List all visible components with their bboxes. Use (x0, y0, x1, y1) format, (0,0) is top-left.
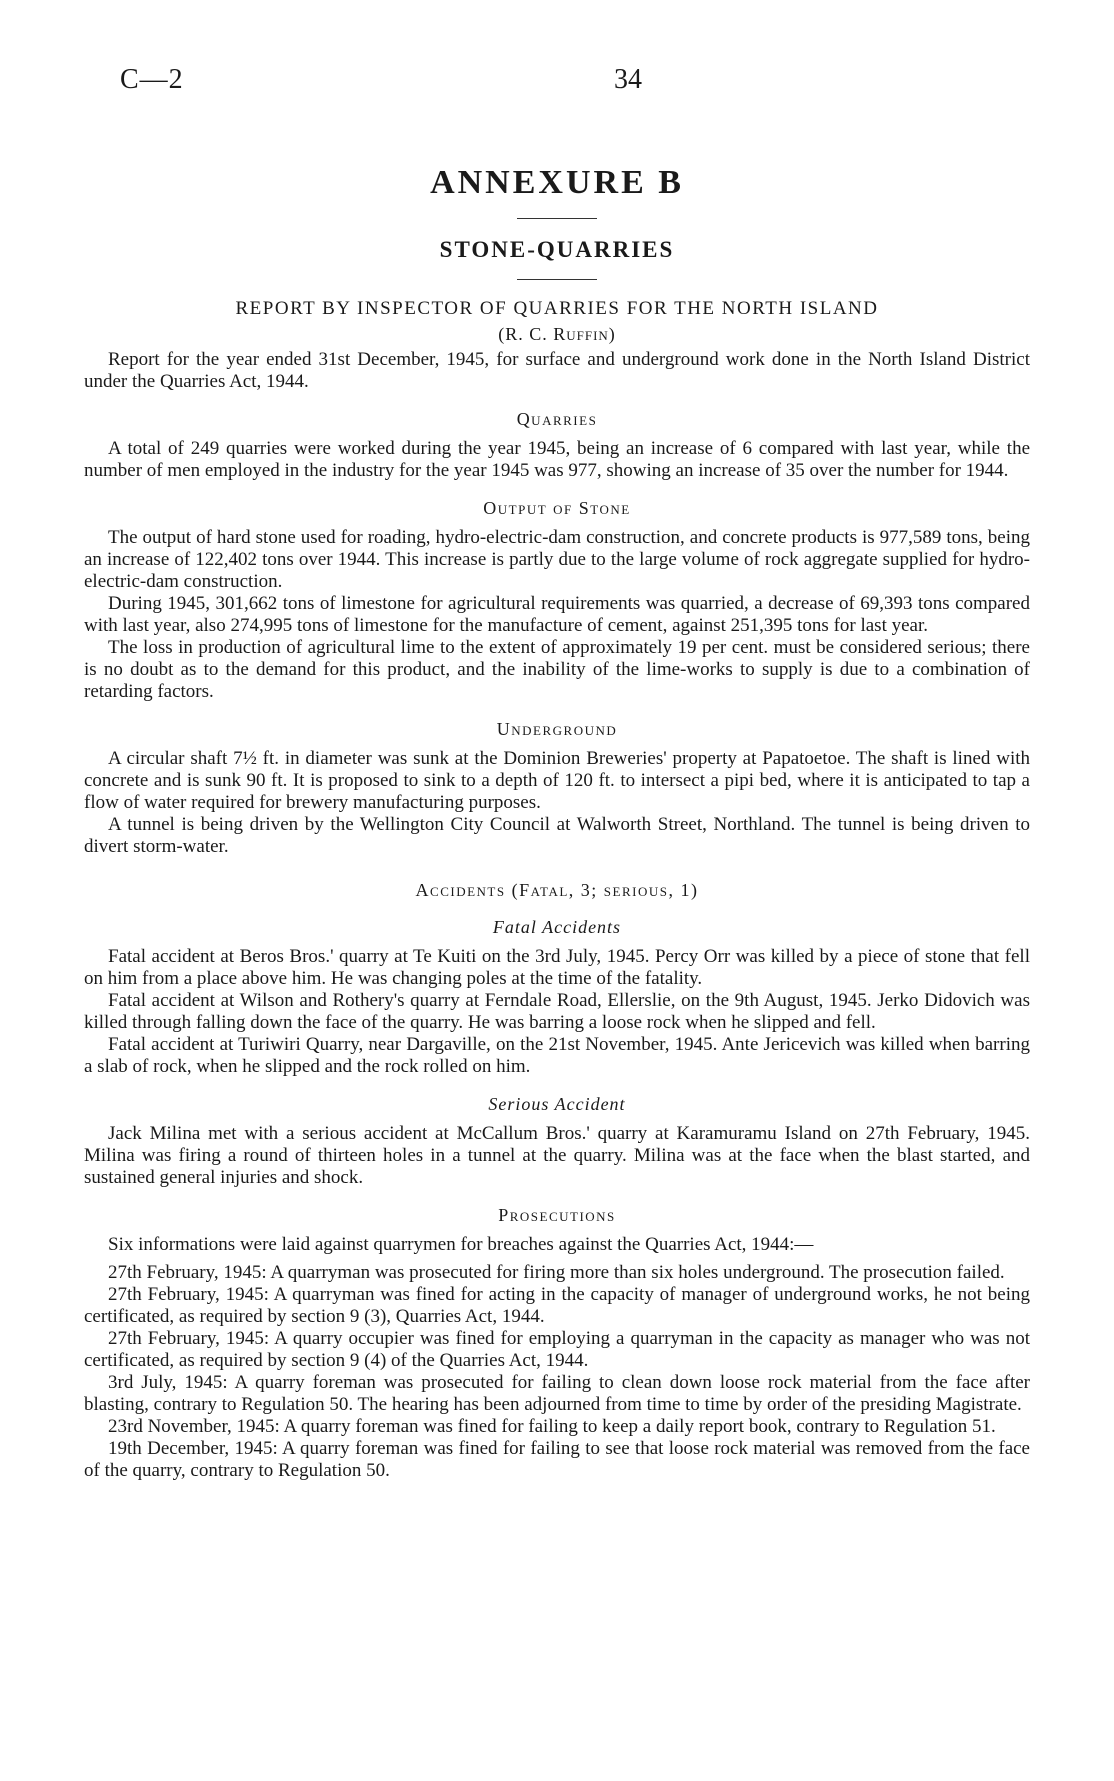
paragraph: 23rd November, 1945: A quarry foreman was fined for failing to keep a daily report book, contrary to Regulation 51. (108, 1416, 996, 1437)
paragraph: 19th December, 1945: A quarry foreman was fined for failing to see that loose rock material was removed from the face of the quarry, contrary to Regulation 50. (84, 1438, 1030, 1481)
paragraph: A circular shaft 7½ ft. in diameter was sunk at the Dominion Breweries' property at Papatoetoe. The shaft is lined with concrete and is sunk 90 ft. It is proposed to sink to a depth of 120 ft. to intersect a pipi bed, where it is anticipated to tap a flow of water required for brewery manufacturing purposes. (84, 748, 1030, 813)
paragraph: 3rd July, 1945: A quarry foreman was prosecuted for failing to clean down loose rock material from the face after blasting, contrary to Regulation 50. The hearing has been adjourned from time to time by order of the presiding Magistrate. (84, 1372, 1030, 1415)
section-heading-accidents: Accidents (Fatal, 3; serious, 1) (415, 880, 699, 900)
section-heading-underground: Underground (496, 719, 618, 739)
report-author: (R. C. Ruffin) (498, 324, 616, 344)
title-divider (517, 218, 597, 219)
paragraph: Fatal accident at Turiwiri Quarry, near Dargaville, on the 21st November, 1945. Ante Jericevich was killed when barring a slab of rock, when he slipped and the rock rolled on him. (84, 1034, 1030, 1077)
section-heading-output: Output of Stone (483, 498, 631, 518)
intro-paragraph: Report for the year ended 31st December, 1945, for surface and underground work done in the North Island District under the Quarries Act, 1944. (84, 349, 1030, 392)
page-header (84, 0, 1030, 120)
annexure-title: ANNEXURE B (430, 164, 684, 201)
section-heading-prosecutions: Prosecutions (498, 1205, 616, 1225)
paragraph: A tunnel is being driven by the Wellington City Council at Walworth Street, Northland. The tunnel is being driven to divert storm-water. (84, 814, 1030, 857)
paragraph: Fatal accident at Beros Bros.' quarry at Te Kuiti on the 3rd July, 1945. Percy Orr was killed by a piece of stone that fell on him from a place above him. He was changing poles at the time of the fatality. (84, 946, 1030, 989)
section-heading-quarries: Quarries (516, 409, 598, 429)
annexure-subtitle: STONE-QUARRIES (439, 237, 675, 262)
subheading-serious-accident: Serious Accident (488, 1094, 626, 1114)
paragraph: 27th February, 1945: A quarry occupier was fined for employing a quarryman in the capacity as manager who was not certificated, as required by section 9 (4) of the Quarries Act, 1944. (84, 1328, 1030, 1371)
paragraph: The loss in production of agricultural lime to the extent of approximately 19 per cent. must be considered serious; there is no doubt as to the demand for this product, and the inability of the lime-works to supply is due to a combination of retarding factors. (84, 637, 1030, 702)
paragraph: Jack Milina met with a serious accident at McCallum Bros.' quarry at Karamuramu Island on 27th February, 1945. Milina was firing a round of thirteen holes in a tunnel at the quarry. Milina was at the face when the blast started, and sustained general injuries and shock. (84, 1123, 1030, 1188)
document-reference: C—2 (120, 64, 184, 95)
paragraph: The output of hard stone used for roading, hydro-electric-dam construction, and concrete products is 977,589 tons, being an increase of 122,402 tons over 1944. This increase is partly due to the large volume of rock aggregate supplied for hydro-electric-dam construction. (84, 527, 1030, 592)
paragraph: Six informations were laid against quarrymen for breaches against the Quarries Act, 1944:— (108, 1234, 814, 1255)
page-number: 34 (614, 64, 642, 95)
paragraph: During 1945, 301,662 tons of limestone for agricultural requirements was quarried, a decrease of 69,393 tons compared with last year, also 274,995 tons of limestone for the manufacture of cement, against 251,395 tons for last year. (84, 593, 1030, 636)
paragraph: Fatal accident at Wilson and Rothery's quarry at Ferndale Road, Ellerslie, on the 9th August, 1945. Jerko Didovich was killed through falling down the face of the quarry. He was barring a loose rock when he slipped and fell. (84, 990, 1030, 1033)
report-title: REPORT BY INSPECTOR OF QUARRIES FOR THE NORTH ISLAND (235, 298, 879, 319)
subtitle-divider (517, 279, 597, 280)
paragraph: 27th February, 1945: A quarryman was fined for acting in the capacity of manager of underground works, he not being certificated, as required by section 9 (3), Quarries Act, 1944. (84, 1284, 1030, 1327)
paragraph: A total of 249 quarries were worked during the year 1945, being an increase of 6 compared with last year, while the number of men employed in the industry for the year 1945 was 977, showing an increase of 35 over the number for 1944. (84, 438, 1030, 481)
paragraph: 27th February, 1945: A quarryman was prosecuted for firing more than six holes underground. The prosecution failed. (108, 1262, 1005, 1283)
subheading-fatal-accidents: Fatal Accidents (492, 917, 622, 937)
